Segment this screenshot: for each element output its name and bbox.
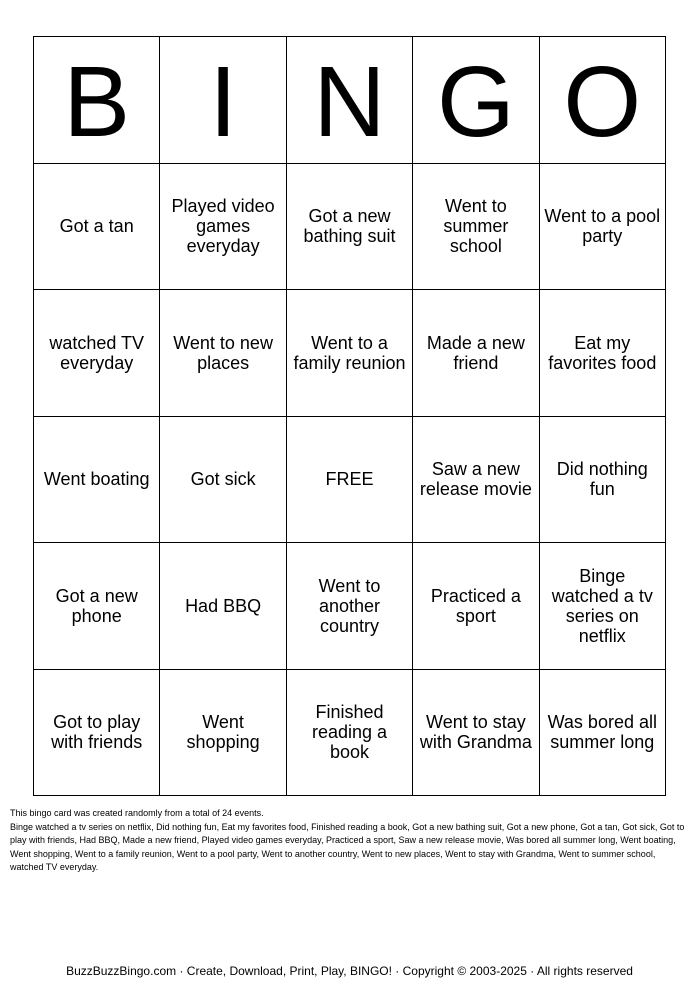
bingo-square: Went to stay with Grandma xyxy=(413,670,539,797)
bingo-square: Went boating xyxy=(34,417,160,544)
bingo-square: Practiced a sport xyxy=(413,543,539,670)
bingo-square: Got a new phone xyxy=(34,543,160,670)
bingo-square: Had BBQ xyxy=(160,543,286,670)
bingo-card xyxy=(33,36,666,796)
free-square: FREE xyxy=(287,417,413,544)
bingo-square: Binge watched a tv series on netflix xyxy=(540,543,666,670)
bingo-square: Got sick xyxy=(160,417,286,544)
header-letter-n: N xyxy=(287,37,413,164)
card-notes xyxy=(10,807,690,875)
bingo-square: Did nothing fun xyxy=(540,417,666,544)
bingo-square: Eat my favorites food xyxy=(540,290,666,417)
bingo-square: Went to summer school xyxy=(413,164,539,291)
bingo-square: Went shopping xyxy=(160,670,286,797)
card-summary: This bingo card was created randomly from a total of 24 events. xyxy=(10,808,264,818)
header-letter-b: B xyxy=(34,37,160,164)
header-letter-i: I xyxy=(160,37,286,164)
header-letter-o: O xyxy=(540,37,666,164)
bingo-square: Was bored all summer long xyxy=(540,670,666,797)
bingo-square: Went to another country xyxy=(287,543,413,670)
bingo-square: Went to a family reunion xyxy=(287,290,413,417)
bingo-square: watched TV everyday xyxy=(34,290,160,417)
event-list: Binge watched a tv series on netflix, Did nothing fun, Eat my favorites food, Finished reading a book, Got a new bathing suit, Got a new phone, Got a tan, Got sick, Got to play with friends, Had BBQ, Made a new friend, Played video games everyday, Practiced a sport, Saw a new release movie, Was bored all summer long, Went boating, Went shopping, Went to a family reunion, Went to a pool party, Went to another country, Went to new places, Went to stay with Grandma, Went to summer school, watched TV everyday. xyxy=(10,821,685,873)
bingo-square: Played video games everyday xyxy=(160,164,286,291)
bingo-square: Finished reading a book xyxy=(287,670,413,797)
bingo-square: Went to new places xyxy=(160,290,286,417)
bingo-square: Went to a pool party xyxy=(540,164,666,291)
header-letter-g: G xyxy=(413,37,539,164)
bingo-square: Saw a new release movie xyxy=(413,417,539,544)
bingo-square: Got to play with friends xyxy=(34,670,160,797)
site-footer: BuzzBuzzBingo.com · Create, Download, Print, Play, BINGO! · Copyright © 2003-2025 · All rights reserved xyxy=(66,964,633,978)
bingo-square: Got a tan xyxy=(34,164,160,291)
bingo-square: Got a new bathing suit xyxy=(287,164,413,291)
bingo-square: Made a new friend xyxy=(413,290,539,417)
